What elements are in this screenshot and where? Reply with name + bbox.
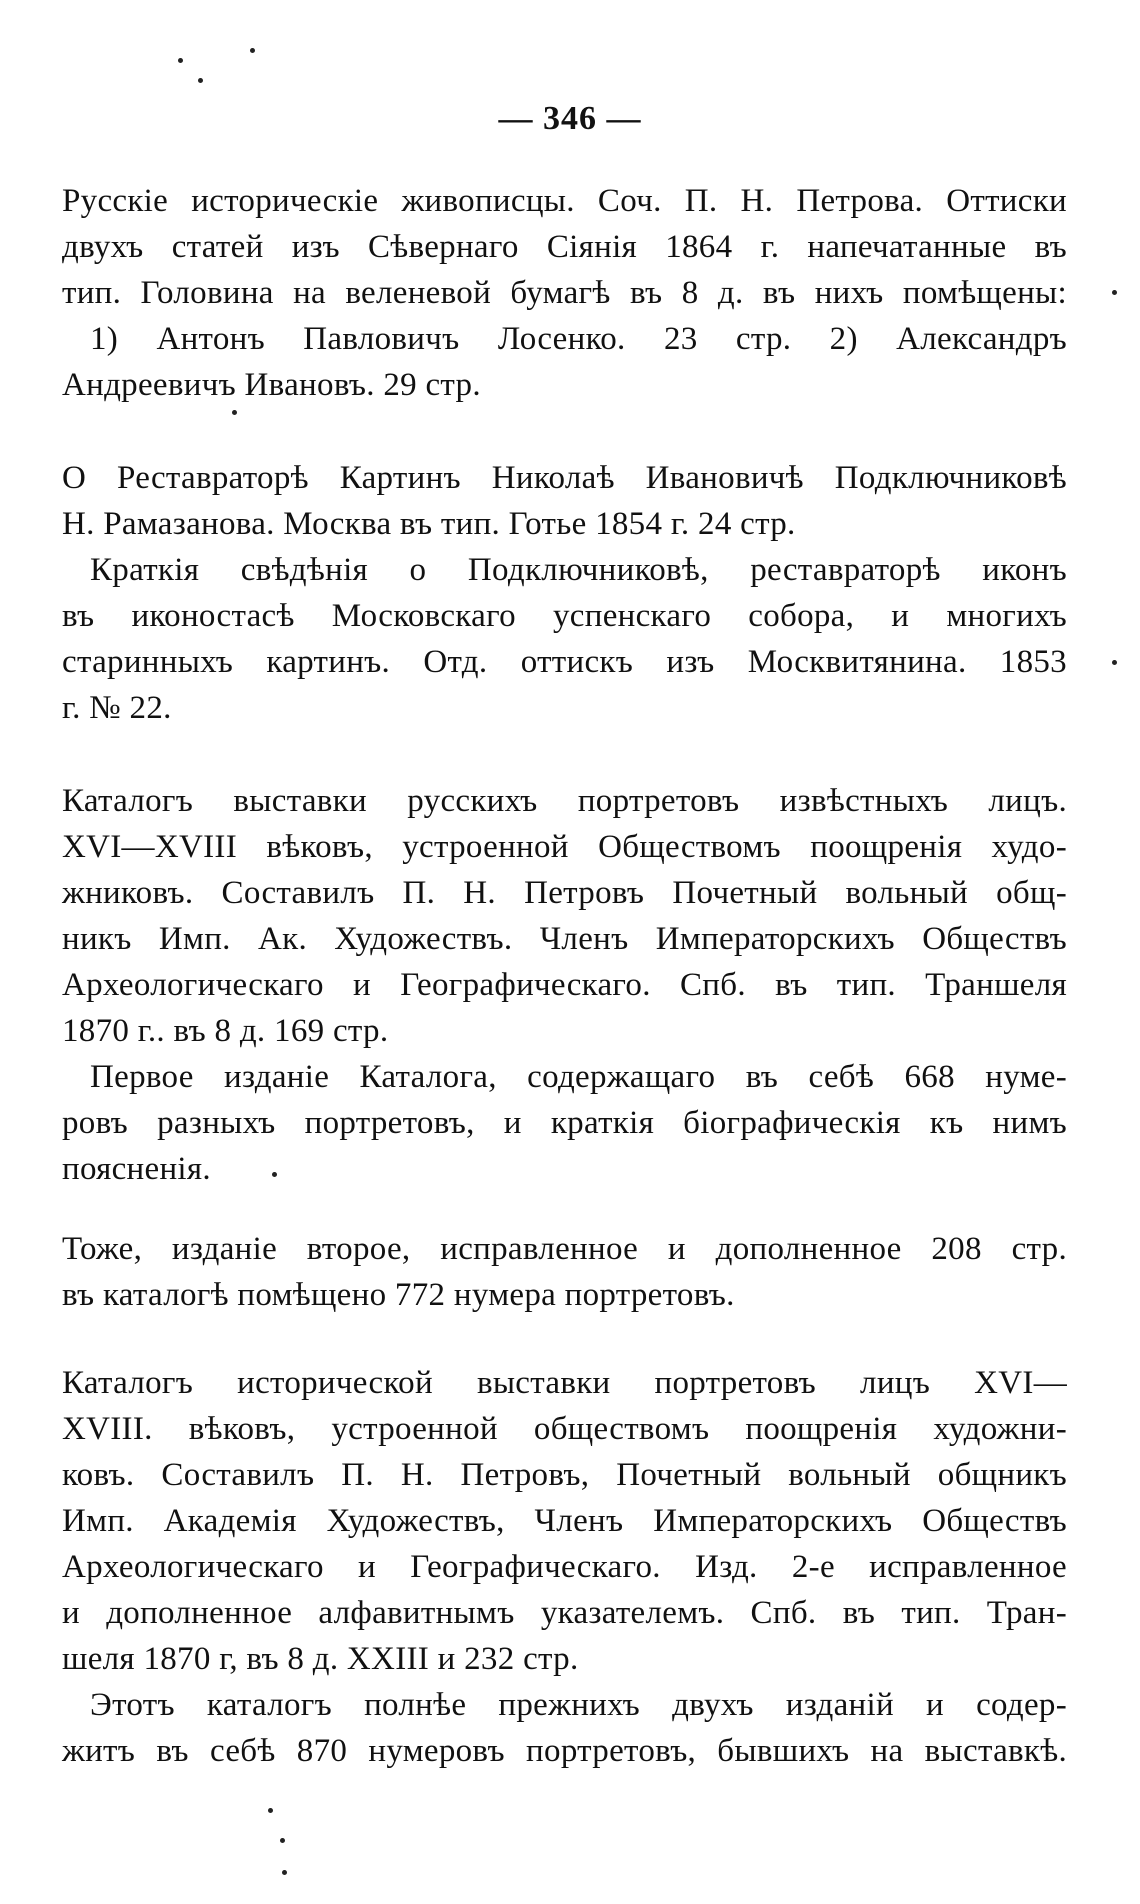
entry-line: житъ въ себѣ 870 нумеровъ портретовъ, бывшихъ на выставкѣ. <box>62 1733 1067 1769</box>
entry-line: и дополненное алфавитнымъ указателемъ. Спб. въ тип. Тран- <box>62 1595 1067 1631</box>
scan-speck <box>1112 290 1117 295</box>
entry-line: ровъ разныхъ портретовъ, и краткія біографическія къ нимъ <box>62 1105 1067 1141</box>
entry-line: Археологическаго и Географическаго. Изд. 2-е исправленное <box>62 1549 1067 1585</box>
entry-line: Археологическаго и Географическаго. Спб. въ тип. Траншеля <box>62 967 1067 1003</box>
entry-line: старинныхъ картинъ. Отд. оттискъ изъ Москвитянина. 1853 <box>62 644 1067 680</box>
entry-line: поясненія. <box>62 1151 211 1187</box>
entry-catalog-historical-exhibition <box>62 1360 1067 1774</box>
entry-line: г. № 22. <box>62 690 172 726</box>
scan-speck <box>280 1838 285 1843</box>
entry-line: ковъ. Составилъ П. Н. Петровъ, Почетный вольный общникъ <box>62 1457 1067 1493</box>
scan-speck <box>282 1870 287 1875</box>
entry-line: шеля 1870 г, въ 8 д. XXIII и 232 стр. <box>62 1641 579 1677</box>
entry-line: жниковъ. Составилъ П. Н. Петровъ Почетный вольный общ- <box>62 875 1067 911</box>
entry-line: XVI—XVIII вѣковъ, устроенной Обществомъ поощренія худо- <box>62 829 1067 865</box>
entry-line: 1870 г.. въ 8 д. 169 стр. <box>62 1013 389 1049</box>
entry-russian-historical-painters <box>62 178 1067 408</box>
entry-line: въ каталогѣ помѣщено 772 нумера портретовъ. <box>62 1277 735 1313</box>
entry-second-edition <box>62 1226 1067 1318</box>
entry-line: Каталогъ выставки русскихъ портретовъ извѣстныхъ лицъ. <box>62 783 1067 819</box>
entry-line: никъ Имп. Ак. Художествъ. Членъ Императорскихъ Обществъ <box>62 921 1067 957</box>
scan-speck <box>250 48 255 53</box>
entry-line: Имп. Академія Художествъ, Членъ Императорскихъ Обществъ <box>62 1503 1067 1539</box>
entry-line: въ иконостасѣ Московскаго успенскаго собора, и многихъ <box>62 598 1067 634</box>
entry-line: О Реставраторѣ Картинъ Николаѣ Ивановичѣ Подключниковѣ <box>62 460 1067 496</box>
scan-speck <box>232 410 237 415</box>
entry-line: Тоже, изданіе второе, исправленное и дополненное 208 стр. <box>62 1231 1067 1267</box>
entry-line: Н. Рамазанова. Москва въ тип. Готье 1854 г. 24 стр. <box>62 506 796 542</box>
entry-line: Каталогъ исторической выставки портретовъ лицъ XVI— <box>62 1365 1067 1401</box>
entry-line: 1) Антонъ Павловичъ Лосенко. 23 стр. 2) Александръ <box>90 321 1067 357</box>
scan-speck <box>198 78 203 83</box>
entry-line: Андреевичъ Ивановъ. 29 стр. <box>62 367 481 403</box>
entry-restorer-podklyuchnikov <box>62 455 1067 731</box>
entry-line: Краткія свѣдѣнія о Подключниковѣ, реставраторѣ иконъ <box>90 552 1067 588</box>
entry-line: двухъ статей изъ Сѣвернаго Сіянія 1864 г. напечатанные въ <box>62 229 1067 265</box>
entry-line: Русскіе историческіе живописцы. Соч. П. Н. Петрова. Оттиски <box>62 183 1067 219</box>
scan-speck <box>178 58 183 63</box>
scan-speck <box>1112 660 1117 665</box>
entry-line: XVIII. вѣковъ, устроенной обществомъ поощренія художни- <box>62 1411 1067 1447</box>
entry-line: Этотъ каталогъ полнѣе прежнихъ двухъ изданій и содер- <box>90 1687 1067 1723</box>
entry-line: тип. Головина на веленевой бумагѣ въ 8 д. въ нихъ помѣщены: <box>62 275 1067 311</box>
scan-speck <box>272 1172 277 1177</box>
entry-catalog-portrait-exhibition <box>62 778 1067 1192</box>
scan-speck <box>268 1808 273 1813</box>
page-number: — 346 — <box>498 100 642 137</box>
entry-line: Первое изданіе Каталога, содержащаго въ себѣ 668 нуме- <box>90 1059 1067 1095</box>
